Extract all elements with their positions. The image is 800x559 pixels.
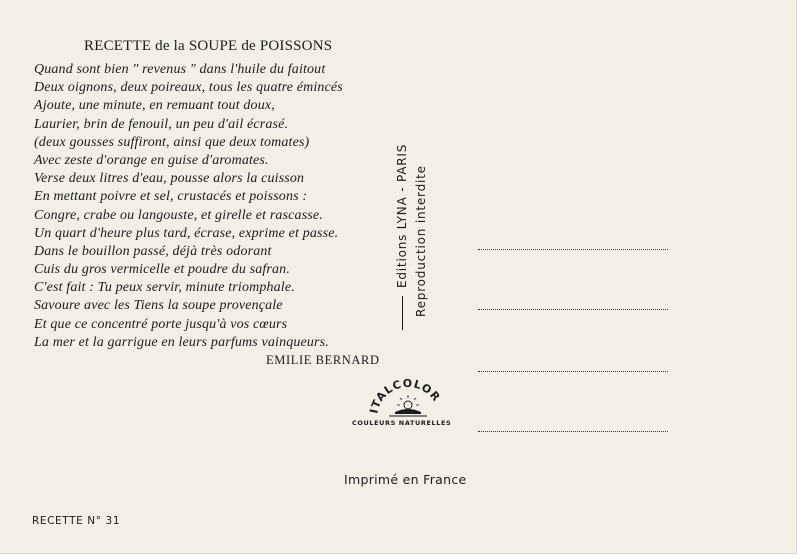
poem-line: Cuis du gros vermicelle et poudre du safran. xyxy=(34,262,290,278)
logo-arc-text: ITALCOLOR xyxy=(367,376,444,415)
poem-line: Dans le bouillon passé, déjà très odorant xyxy=(34,243,272,259)
poem-author: EMILIE BERNARD xyxy=(266,353,380,367)
poem-line: C'est fait : Tu peux servir, minute triomphale. xyxy=(34,280,295,296)
imprint-text: Imprimé en France xyxy=(344,472,467,487)
poem-line: Quand sont bien " revenus " dans l'huile du faitout xyxy=(34,62,326,77)
recipe-title: RECETTE de la SOUPE de POISSONS xyxy=(84,38,333,54)
poem-line: Congre, crabe ou langouste, et girelle et rascasse. xyxy=(34,207,323,223)
address-line xyxy=(478,431,668,432)
recipe-poem xyxy=(34,61,343,352)
poem-line: Un quart d'heure plus tard, écrase, exprime et passe. xyxy=(34,225,339,241)
divider-rule xyxy=(402,296,403,330)
svg-text:ITALCOLOR xyxy=(367,377,443,415)
recipe-number: RECETTE N° 31 xyxy=(32,515,121,527)
poem-line: En mettant poivre et sel, crustacés et poissons : xyxy=(34,189,308,205)
poem-line: (deux gousses suffiront, ainsi que deux tomates) xyxy=(34,134,310,150)
poem-line: Verse deux litres d'eau, pousse alors la cuisson xyxy=(34,171,305,187)
poem-line: Avec zeste d'orange en guise d'aromates. xyxy=(34,152,269,168)
publisher-text: Editions LYNA - PARIS xyxy=(395,143,409,288)
poem-line: Laurier, brin de fenouil, un peu d'ail écrasé. xyxy=(34,116,289,132)
poem-line: Deux oignons, deux poireaux, tous les quatre émincés xyxy=(34,80,343,96)
publisher-vertical xyxy=(395,144,409,330)
address-line xyxy=(478,249,668,250)
address-line xyxy=(478,309,668,310)
poem-line: La mer et la garrigue en leurs parfums vainqueurs. xyxy=(34,334,329,350)
address-line xyxy=(478,371,668,372)
rights-vertical xyxy=(414,165,428,317)
poem-line: Ajoute, une minute, en remuant tout doux, xyxy=(34,98,275,114)
poem-line: Savoure avec les Tiens la soupe provençale xyxy=(34,298,283,314)
rights-text: Reproduction interdite xyxy=(414,165,428,317)
logo-subtitle: COULEURS NATURELLES xyxy=(352,419,452,427)
poem-line: Et que ce concentré porte jusqu'à vos cœurs xyxy=(34,316,288,332)
